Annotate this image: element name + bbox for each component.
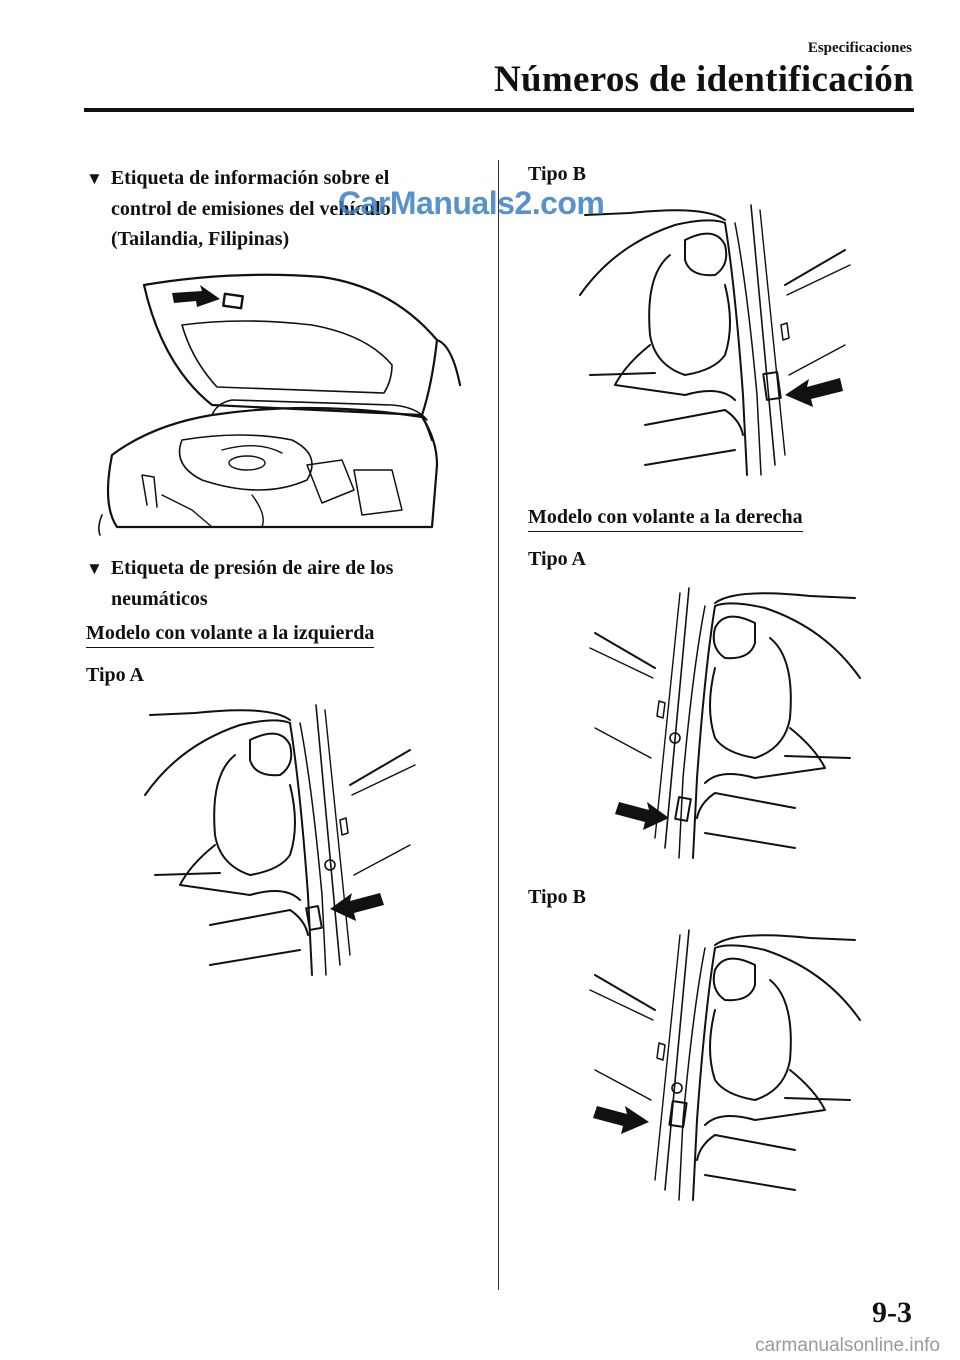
header-rule	[84, 108, 914, 112]
label-tipo-b-left: Tipo B	[528, 163, 586, 185]
watermark-logo: CarManuals2.com	[338, 185, 605, 221]
bullet-triangle-icon: ▼	[86, 559, 103, 578]
heading1-line1: Etiqueta de información sobre el	[110, 167, 390, 189]
heading-tire-pressure-label	[86, 553, 393, 614]
column-divider	[498, 160, 499, 1290]
engine-hood-illustration	[92, 265, 472, 540]
section-title: Especificaciones	[807, 40, 912, 56]
heading2-line1: Etiqueta de presión de aire de los	[110, 557, 394, 579]
subheading-left-hand-drive: Modelo con volante a la izquierda	[86, 622, 374, 648]
label-tipo-a-left: Tipo A	[86, 664, 144, 686]
door-pillar-illustration-lhd-b	[575, 195, 865, 485]
label-tipo-a-right: Tipo A	[528, 548, 586, 570]
door-pillar-illustration-lhd-a	[140, 695, 420, 985]
heading1-line3: (Tailandia, Filipinas)	[111, 228, 290, 250]
door-pillar-illustration-rhd-b	[585, 920, 865, 1210]
heading1-line2: control de emisiones del vehículo	[111, 198, 391, 220]
footer-watermark: carmanualsonline.info	[755, 1335, 940, 1356]
door-pillar-illustration-rhd-a	[585, 578, 865, 868]
chapter-title: Números de identificación	[494, 59, 914, 100]
label-tipo-b-right: Tipo B	[528, 886, 586, 908]
page-number: 9-3	[872, 1296, 912, 1329]
bullet-triangle-icon: ▼	[86, 169, 103, 188]
heading2-line2: neumáticos	[111, 588, 208, 610]
subheading-right-hand-drive: Modelo con volante a la derecha	[528, 506, 803, 532]
